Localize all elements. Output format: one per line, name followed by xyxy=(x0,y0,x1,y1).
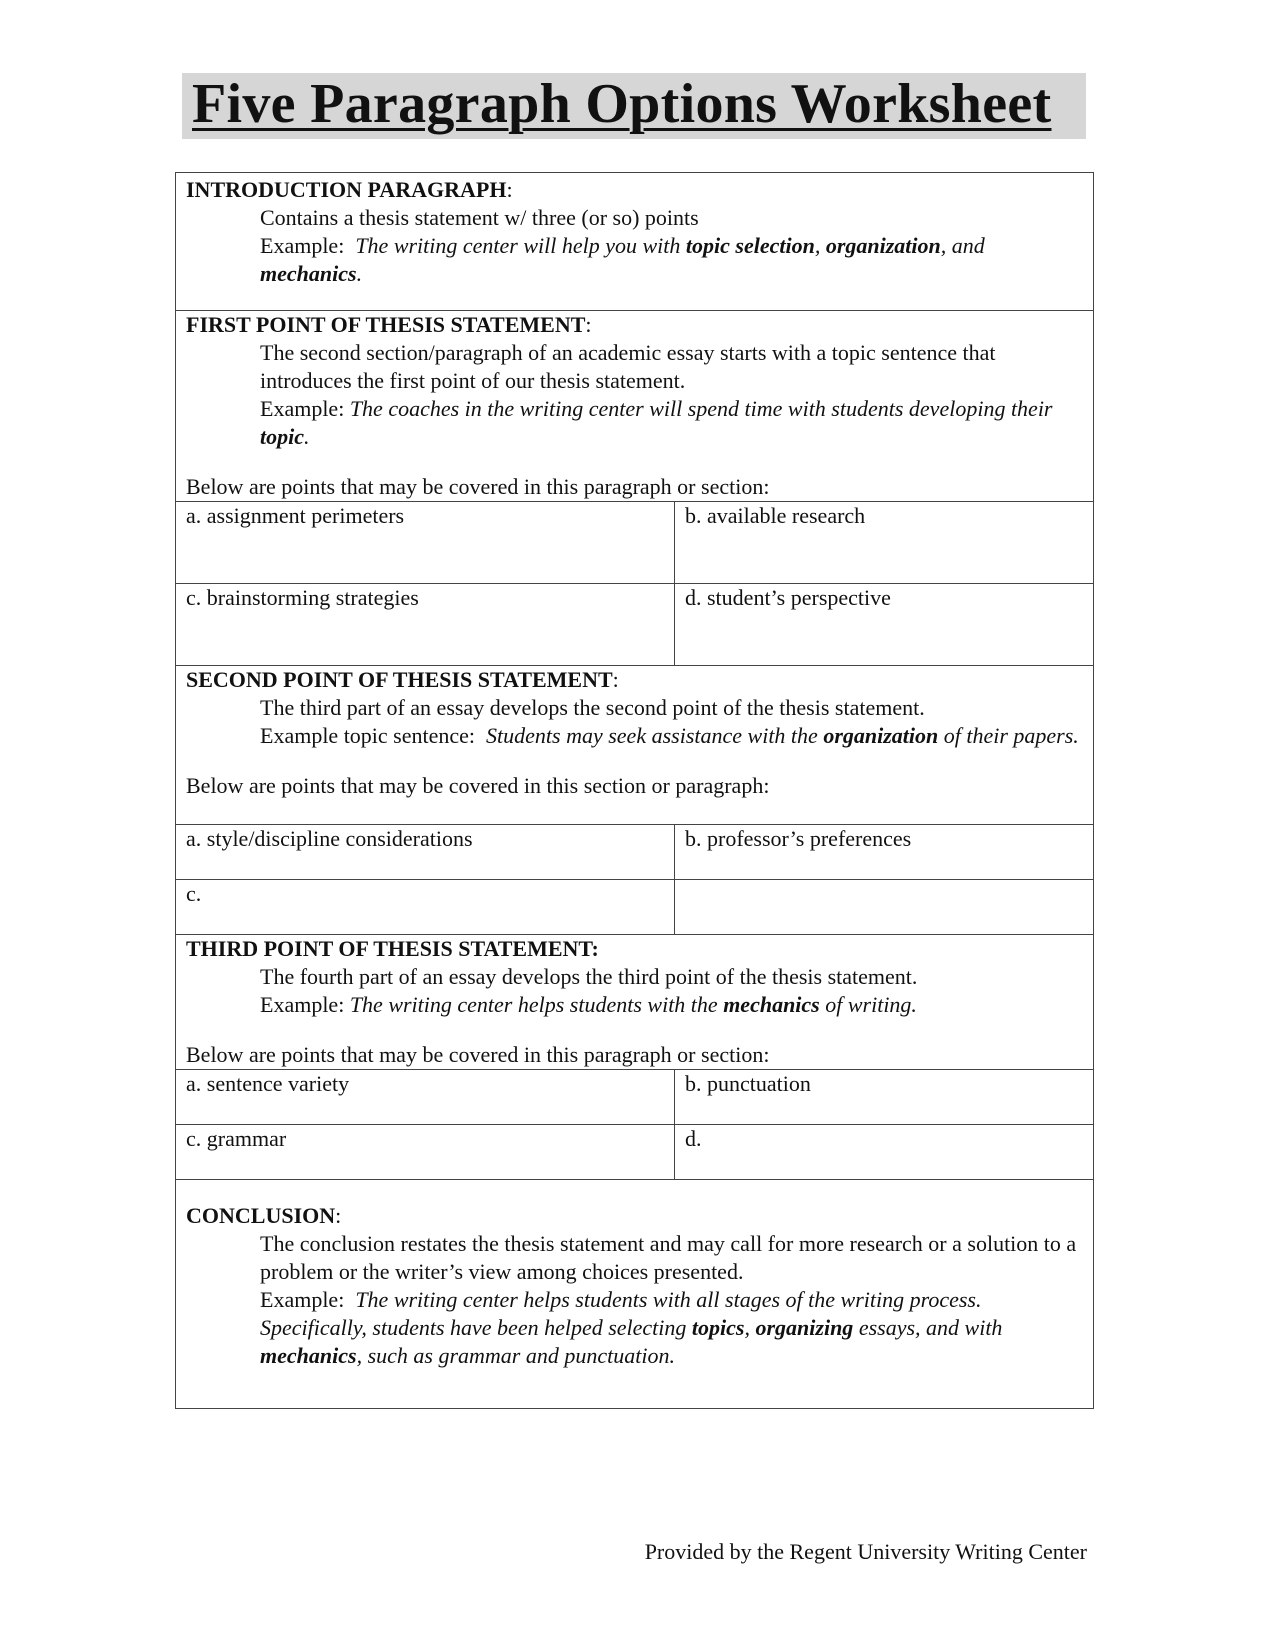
second-below: Below are points that may be covered in this section or paragraph: xyxy=(186,773,770,798)
first-items-row-1 xyxy=(176,502,1094,584)
conclusion-heading: CONCLUSION xyxy=(186,1203,336,1228)
first-items-row-2 xyxy=(176,584,1094,666)
second-item-c: c. xyxy=(176,880,675,935)
second-point-section: SECOND POINT OF THESIS STATEMENT: The third part of an essay develops the second point of the thesis statement. Example topic sentence: Students may seek assistance with the organization of their papers. Below are points that may be covered in this section or paragraph: xyxy=(176,666,1094,825)
first-item-a: a. assignment perimeters xyxy=(176,502,675,584)
third-item-d: d. xyxy=(675,1125,1094,1180)
third-example: Example: The writing center helps students with the mechanics of writing. xyxy=(260,992,917,1017)
first-example: Example: The coaches in the writing center will spend time with students developing their topic. xyxy=(260,396,1053,449)
third-items-row-1 xyxy=(176,1070,1094,1125)
intro-line: Contains a thesis statement w/ three (or so) points xyxy=(260,205,699,230)
first-heading: FIRST POINT OF THESIS STATEMENT xyxy=(186,312,586,337)
third-item-c: c. grammar xyxy=(176,1125,675,1180)
third-text: The fourth part of an essay develops the third point of the thesis statement. xyxy=(260,964,918,989)
first-point-section: FIRST POINT OF THESIS STATEMENT: The second section/paragraph of an academic essay starts with a topic sentence that introduces the first point of our thesis statement. Example: The coaches in the writing center will spend time with students developing their topic. Below are points that may be covered in this paragraph or section: xyxy=(176,311,1094,502)
intro-heading: INTRODUCTION PARAGRAPH xyxy=(186,177,507,202)
second-item-d xyxy=(675,880,1094,935)
footer-credit: Provided by the Regent University Writing Center xyxy=(644,1539,1087,1564)
first-item-b: b. available research xyxy=(675,502,1094,584)
first-item-d: d. student’s perspective xyxy=(675,584,1094,666)
third-item-b: b. punctuation xyxy=(675,1070,1094,1125)
third-below: Below are points that may be covered in this paragraph or section: xyxy=(186,1042,770,1067)
intro-example: Example: The writing center will help you with topic selection, organization, and mechanics. xyxy=(260,233,985,286)
second-items-row-2 xyxy=(176,880,1094,935)
page-title: Five Paragraph Options Worksheet xyxy=(192,73,1052,135)
third-item-a: a. sentence variety xyxy=(176,1070,675,1125)
first-item-c: c. brainstorming strategies xyxy=(176,584,675,666)
second-item-b: b. professor’s preferences xyxy=(675,825,1094,880)
conclusion-text: The conclusion restates the thesis statement and may call for more research or a solution to a problem or the writer’s view among choices presented. xyxy=(260,1231,1077,1284)
title-banner xyxy=(182,73,1086,139)
second-items-row-1 xyxy=(176,825,1094,880)
second-text: The third part of an essay develops the second point of the thesis statement. xyxy=(260,695,925,720)
third-items-row-2 xyxy=(176,1125,1094,1180)
intro-section: INTRODUCTION PARAGRAPH: Contains a thesis statement w/ three (or so) points Example: The writing center will help you with topic selection, organization, and mechanics. xyxy=(176,173,1094,311)
third-point-section xyxy=(176,935,1094,1070)
worksheet-table xyxy=(175,172,1094,1409)
first-below: Below are points that may be covered in this paragraph or section: xyxy=(186,474,770,499)
second-item-a: a. style/discipline considerations xyxy=(176,825,675,880)
third-heading: THIRD POINT OF THESIS STATEMENT: xyxy=(186,936,599,961)
second-example: Example topic sentence: Students may seek assistance with the organization of their papers. xyxy=(260,723,1079,748)
conclusion-example: Example: The writing center helps students with all stages of the writing process. Specifically, students have been helped selecting topics, organizing essays, and with mechanics, such as grammar and punctuation. xyxy=(260,1287,1003,1368)
first-text: The second section/paragraph of an academic essay starts with a topic sentence that introduces the first point of our thesis statement. xyxy=(260,340,996,393)
second-heading: SECOND POINT OF THESIS STATEMENT xyxy=(186,667,613,692)
conclusion-section: CONCLUSION: The conclusion restates the thesis statement and may call for more research or a solution to a problem or the writer’s view among choices presented. Example: The writing center helps students with all stages of the writing process. Specifically, students have been helped selecting topics, organizing essays, and with mechanics, such as grammar and punctuation. xyxy=(176,1180,1094,1409)
